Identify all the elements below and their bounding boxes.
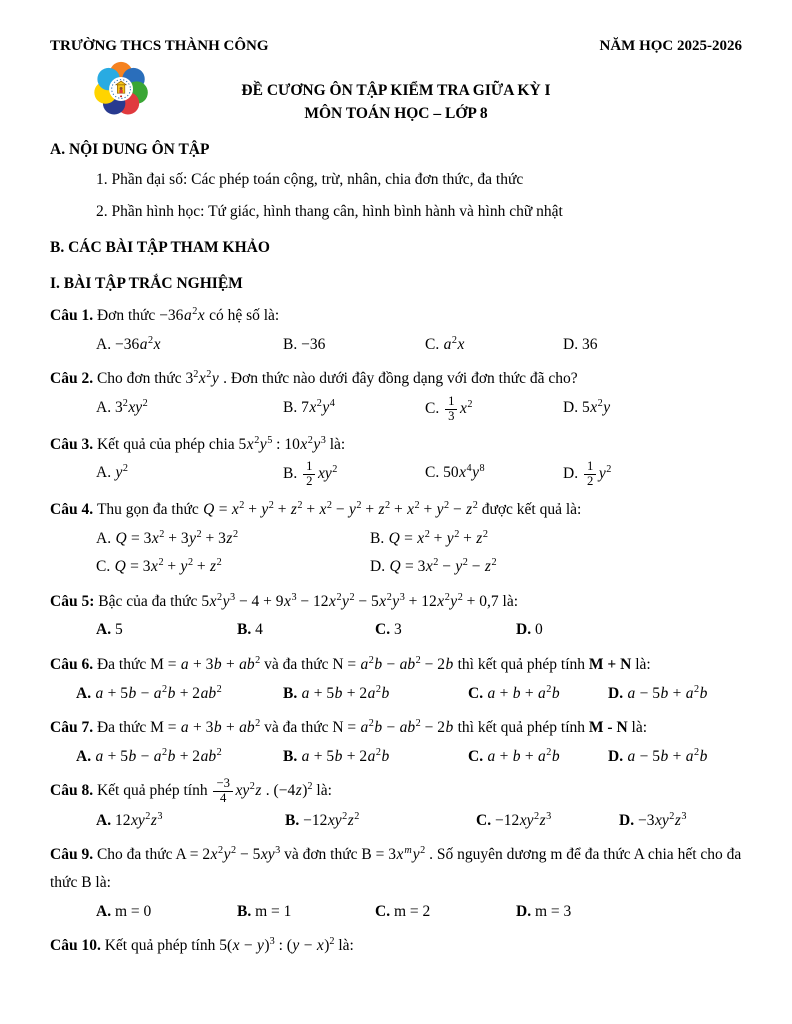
option	[476, 808, 619, 834]
math-expression: $-12xy^2z^3$	[494, 810, 552, 829]
math-expression: $\frac{-3}{4}$ $xy^2z$ . $(-4z)^2$	[211, 782, 312, 799]
fraction: $\frac{-3}{4}$	[213, 777, 233, 805]
math-expression: $a + 5b - a^2b + 2ab^2$	[95, 683, 222, 702]
option-key: B.	[237, 621, 256, 639]
math-expression: $Q = 3x^2 + y^2 + z^2$	[114, 557, 222, 576]
options-row	[50, 460, 742, 488]
option	[96, 808, 285, 834]
option: A. m = 0	[96, 902, 152, 920]
option-key: D.	[516, 621, 535, 639]
option: B. 4	[237, 621, 263, 639]
option-key: A.	[96, 399, 115, 417]
option-key: D.	[619, 811, 638, 829]
option-key: B.	[283, 399, 302, 417]
option: D. m = 3	[516, 902, 572, 920]
options-row	[50, 332, 742, 358]
option-key: A.	[76, 747, 95, 765]
options-row	[50, 554, 742, 580]
question-label: Câu 6.	[50, 655, 97, 673]
math-expression: $-36a^2x$	[114, 334, 161, 353]
math-expression: $\frac{1}{2}$ $y^2$	[582, 465, 611, 482]
math-expression: $a - 5b + a^2b$	[627, 746, 708, 765]
question	[50, 932, 742, 960]
option-key: A.	[96, 811, 115, 829]
question-label: Câu 5:	[50, 592, 99, 610]
option-key: C.	[425, 335, 444, 353]
math-expression: $a + 3b + ab^2$	[180, 717, 261, 736]
question-label: Câu 10.	[50, 937, 105, 955]
question-stem: Câu 10. Kết quả phép tính $5(x - y)^3$ : $(y - x)^2$ là:	[50, 936, 354, 955]
math-expression: $\frac{1}{3}$ $x^2$	[443, 400, 472, 417]
option	[285, 808, 476, 834]
option-key: D.	[563, 465, 582, 483]
option-key: D.	[563, 399, 582, 417]
question-label: Câu 9.	[50, 846, 97, 864]
option-key: A.	[96, 335, 115, 353]
question	[50, 496, 742, 581]
option	[563, 395, 611, 421]
option	[283, 460, 425, 488]
math-expression: $a^2x$	[443, 334, 465, 353]
question	[50, 777, 742, 834]
option: B. −36	[283, 335, 326, 353]
option-key: B.	[283, 465, 302, 483]
option	[96, 460, 283, 486]
question-stem: Câu 5: Bậc của đa thức $5x^2y^3 - 4 + 9x^3 - 12x^2y^2 - 5x^2y^3 + 12x^2y^2 + 0,7$ là:	[50, 591, 519, 610]
math-expression: $5(x - y)^3$ : $(y - x)^2$	[219, 936, 335, 955]
math-expression: $5x^2y$	[581, 398, 611, 417]
question	[50, 431, 742, 489]
math-expression: $-36a^2x$	[159, 305, 205, 325]
option	[96, 554, 370, 580]
section-b-heading: B. CÁC BÀI TẬP THAM KHẢO	[50, 239, 270, 257]
math-expression: $Q = x^2 + y^2 + z^2$	[388, 528, 488, 547]
option-key: B.	[370, 529, 389, 547]
option-key: B.	[283, 335, 302, 353]
bold-text: M - N	[588, 718, 628, 736]
option-key: C.	[425, 464, 444, 482]
math-expression: $50x^4y^8$	[443, 463, 485, 482]
option	[425, 332, 563, 358]
option	[96, 395, 283, 421]
math-expression: $a^2b - ab^2 - 2b$	[360, 717, 454, 736]
option: B. m = 1	[237, 902, 292, 920]
doc-title-line2: MÔN TOÁN HỌC – LỚP 8	[304, 105, 488, 123]
math-expression: $a + b + a^2b$	[487, 683, 560, 702]
question-stem: Câu 4. Thu gọn đa thức $Q = x^2 + y^2 + z^2 + x^2 - y^2 + z^2 + x^2 + y^2 - z^2$ được kết quả là:	[50, 499, 582, 518]
math-expression: $a + 3b + ab^2$	[180, 654, 261, 673]
math-expression: $Q = x^2 + y^2 + z^2 + x^2 - y^2 + z^2 + x^2 + y^2 - z^2$	[203, 499, 478, 518]
question-label: Câu 1.	[50, 307, 97, 325]
question	[50, 588, 742, 644]
option	[76, 744, 283, 770]
math-expression: $2x^2y^2 - 5xy^3$	[202, 845, 281, 864]
fraction: $\frac{1}{3}$	[445, 395, 457, 423]
option	[425, 395, 563, 423]
options-row	[50, 899, 742, 925]
option-key: A.	[96, 529, 115, 547]
option-key: A.	[96, 902, 115, 920]
option-key: B.	[283, 684, 302, 702]
option-key: D.	[370, 558, 389, 576]
option	[608, 744, 708, 770]
option: D. 0	[516, 621, 543, 639]
question-label: Câu 3.	[50, 435, 97, 453]
option-key: A.	[96, 464, 115, 482]
option	[608, 681, 708, 707]
question	[50, 302, 742, 358]
question-label: Câu 8.	[50, 782, 97, 800]
math-expression: $5x^2y^3 - 4 + 9x^3 - 12x^2y^2 - 5x^2y^3 + 12x^2y^2 + 0,7$	[201, 591, 499, 610]
option-key: B.	[237, 902, 256, 920]
option-key: C.	[375, 902, 394, 920]
option	[563, 460, 611, 488]
option-key: B.	[285, 811, 304, 829]
math-expression: $Q = 3x^2 - y^2 - z^2$	[389, 557, 497, 576]
questions-list	[50, 302, 742, 960]
math-expression: $5x^2y^5$ : $10x^2y^3$	[238, 434, 326, 453]
option-key: C.	[468, 684, 487, 702]
question	[50, 841, 742, 925]
option	[468, 681, 608, 707]
school-name: TRƯỜNG THCS THÀNH CÔNG	[50, 38, 269, 54]
option-key: C.	[425, 399, 444, 417]
options-row	[50, 744, 742, 770]
math-expression: $a + 5b + 2a^2b$	[301, 746, 390, 765]
review-item-1: 1. Phần đại số: Các phép toán cộng, trừ, nhân, chia đơn thức, đa thức	[96, 170, 524, 188]
option-key: C.	[375, 621, 394, 639]
math-expression: $3^2x^2y$	[185, 369, 219, 388]
option	[283, 744, 468, 770]
math-expression: $a + b + a^2b$	[487, 746, 560, 765]
math-expression: $a - 5b + a^2b$	[627, 683, 708, 702]
math-expression: $a + 5b + 2a^2b$	[301, 683, 390, 702]
option: A. 5	[96, 621, 123, 639]
question-stem: Câu 7. Đa thức $M = a + 3b + ab^2$ và đa thức $N = a^2b - ab^2 - 2b$ thì kết quả phép tính M - N là:	[50, 717, 648, 736]
option-key: C.	[96, 558, 115, 576]
math-expression: $12xy^2z^3$	[114, 810, 163, 829]
options-row	[50, 681, 742, 707]
option-key: D.	[608, 747, 627, 765]
options-row	[50, 808, 742, 834]
math-expression: $-3xy^2z^3$	[637, 810, 687, 829]
math-expression: $3x^my^2$	[388, 845, 426, 864]
option-key: C.	[468, 747, 487, 765]
option: C. 3	[375, 621, 402, 639]
option	[96, 526, 370, 552]
math-expression: $Q = 3x^2 + 3y^2 + 3z^2$	[115, 528, 239, 547]
option	[283, 395, 425, 421]
option	[370, 554, 497, 580]
question-label: Câu 2.	[50, 370, 97, 388]
section-i-heading: I. BÀI TẬP TRẮC NGHIỆM	[50, 274, 243, 292]
bold-text: M + N	[588, 655, 632, 673]
option: D. 36	[563, 335, 598, 353]
option	[283, 681, 468, 707]
option	[425, 460, 563, 486]
option	[370, 526, 488, 552]
question-stem: Câu 6. Đa thức $M = a + 3b + ab^2$ và đa thức $N = a^2b - ab^2 - 2b$ thì kết quả phép tính M + N là:	[50, 654, 651, 673]
question	[50, 365, 742, 423]
doc-title-line1: ĐỀ CƯƠNG ÔN TẬP KIỂM TRA GIỮA KỲ I	[241, 82, 551, 99]
option-key: C.	[476, 811, 495, 829]
math-expression: $3^2xy^2$	[114, 398, 148, 417]
question-stem: Câu 3. Kết quả của phép chia $5x^2y^5$ : $10x^2y^3$ là:	[50, 434, 346, 453]
question	[50, 714, 742, 770]
math-expression: $a^2b - ab^2 - 2b$	[360, 654, 454, 673]
option-key: D.	[563, 335, 582, 353]
question-stem: Câu 1. Đơn thức $-36a^2x$ có hệ số là:	[50, 305, 280, 325]
review-item-2: 2. Phần hình học: Tứ giác, hình thang cân, hình bình hành và hình chữ nhật	[96, 202, 563, 220]
option-key: B.	[283, 747, 302, 765]
fraction: $\frac{1}{2}$	[584, 460, 596, 488]
options-row	[50, 526, 742, 552]
section-a-heading: A. NỘI DUNG ÔN TẬP	[50, 140, 210, 158]
question-stem: Câu 9. Cho đa thức $A = 2x^2y^2 - 5xy^3$ và đơn thức $B = 3x^my^2$ . Số nguyên dương m để đa thức A chia hết cho đa thức B là:	[50, 845, 742, 892]
math-expression: $a + 5b - a^2b + 2ab^2$	[95, 746, 222, 765]
option	[96, 332, 283, 358]
math-expression: $-12xy^2z^2$	[303, 810, 360, 829]
math-expression: $7x^2y^4$	[301, 398, 335, 417]
option-key: A.	[96, 621, 115, 639]
document-header	[50, 38, 742, 55]
option-key: D.	[516, 902, 535, 920]
option	[76, 681, 283, 707]
option-key: D.	[608, 684, 627, 702]
options-row	[50, 617, 742, 643]
school-year: NĂM HỌC 2025-2026	[599, 38, 742, 54]
question-label: Câu 4.	[50, 500, 97, 518]
question-stem: Câu 8. Kết quả phép tính $\frac{-3}{4}$ $xy^2z$ . $(-4z)^2$ là:	[50, 776, 332, 806]
option	[619, 808, 686, 834]
fraction: $\frac{1}{2}$	[303, 460, 315, 488]
document-title	[50, 79, 742, 126]
option	[468, 744, 608, 770]
question-stem: Câu 2. Cho đơn thức $3^2x^2y$ . Đơn thức nào dưới đây đồng dạng với đơn thức đã cho?	[50, 369, 578, 388]
school-flower-logo-icon	[93, 60, 151, 118]
math-expression: $\frac{1}{2}$ $xy^2$	[301, 465, 337, 482]
option-key: A.	[76, 684, 95, 702]
question-label: Câu 7.	[50, 718, 97, 736]
math-expression: $y^2$	[115, 463, 128, 482]
options-row	[50, 395, 742, 423]
option: C. m = 2	[375, 902, 431, 920]
question	[50, 651, 742, 707]
